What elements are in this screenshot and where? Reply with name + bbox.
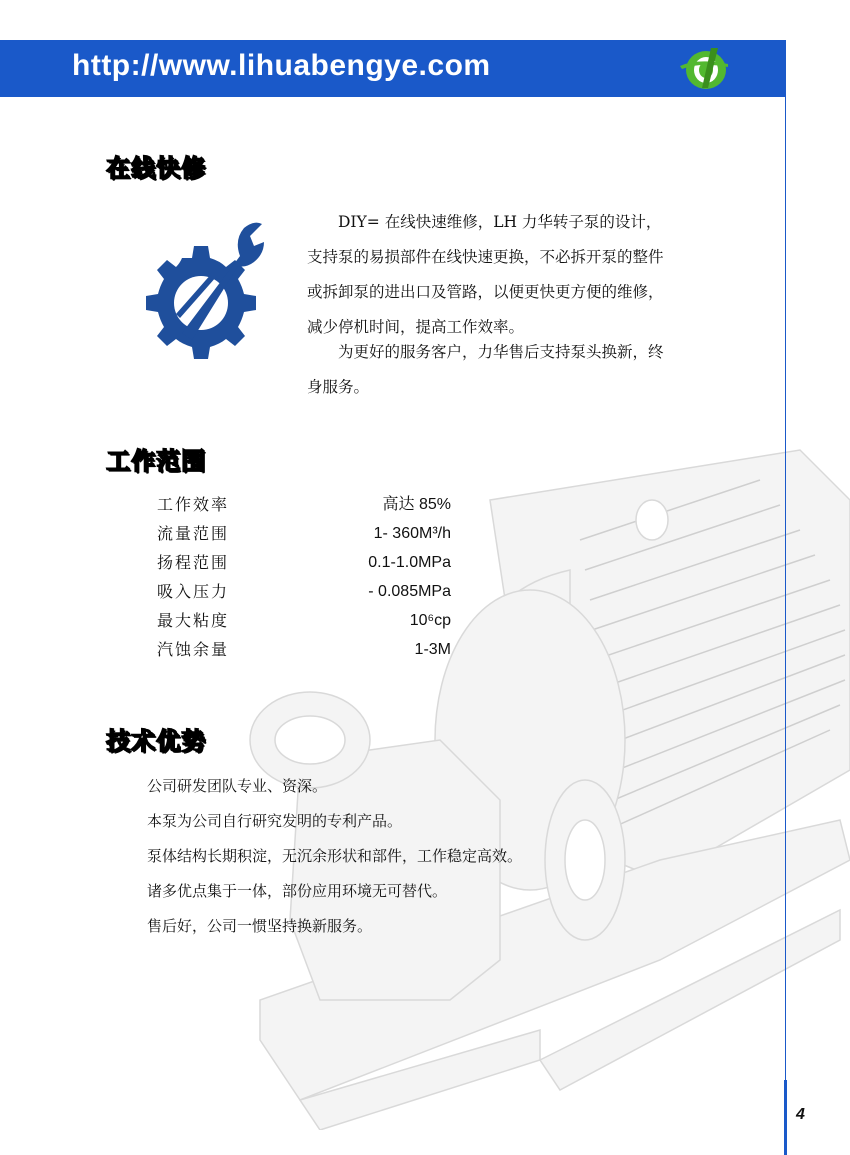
- section-title-online-repair: 在线快修: [106, 154, 206, 182]
- spec-value: 10⁶cp: [409, 612, 451, 629]
- advantage-item: 诸多优点集于一体，部份应用环境无可替代。: [147, 882, 448, 900]
- spec-row-npsh: [157, 635, 457, 664]
- spec-value: - 0.085MPa: [368, 583, 451, 600]
- page-edge-accent: [784, 1080, 787, 1155]
- advantage-item: 公司研发团队专业、资深。: [147, 777, 328, 795]
- lihua-logo-icon: [678, 44, 730, 92]
- spec-row-head: [157, 548, 457, 577]
- page-edge-rule: [785, 40, 786, 1155]
- section-title-tech-advantages: 技术优势: [106, 727, 206, 755]
- spec-label: 工作效率: [157, 495, 230, 514]
- advantage-item: 泵体结构长期积淀，无沉余形状和部件，工作稳定高效。: [147, 847, 523, 865]
- spec-value: 1-3M: [414, 641, 451, 658]
- spec-value: 1- 360M³/h: [373, 525, 451, 542]
- spec-label: 最大粘度: [157, 611, 230, 630]
- section-title-working-range: 工作范围: [106, 447, 206, 475]
- spec-value: 0.1-1.0MPa: [368, 554, 451, 571]
- online-repair-description: DIY= 在线快速维修，LH 力华转子泵的设计，支持泵的易损部件在线快速更换，不必拆开泵的整件或拆卸泵的进出口及管路，以便更快更方便的维修，减少停机时间，提高工作效率。: [307, 213, 664, 336]
- spec-value: 高达 85%: [382, 496, 451, 513]
- spec-row-viscosity: [157, 606, 457, 635]
- spec-label: 吸入压力: [157, 582, 230, 601]
- gear-wrench-icon: [122, 218, 264, 364]
- advantage-item: 售后好，公司一惯坚持换新服务。: [147, 917, 373, 935]
- spec-label: 汽蚀余量: [157, 640, 230, 659]
- spec-row-efficiency: [157, 490, 457, 519]
- spec-label: 流量范围: [157, 524, 230, 543]
- after-sales-description: 为更好的服务客户，力华售后支持泵头换新，终身服务。: [307, 343, 664, 396]
- website-url[interactable]: http://www.lihuabengye.com: [72, 49, 491, 82]
- spec-row-suction: [157, 577, 457, 606]
- spec-label: 扬程范围: [157, 553, 230, 572]
- page-number: 4: [796, 1106, 805, 1123]
- spec-row-flow: [157, 519, 457, 548]
- advantage-item: 本泵为公司自行研究发明的专利产品。: [147, 812, 403, 830]
